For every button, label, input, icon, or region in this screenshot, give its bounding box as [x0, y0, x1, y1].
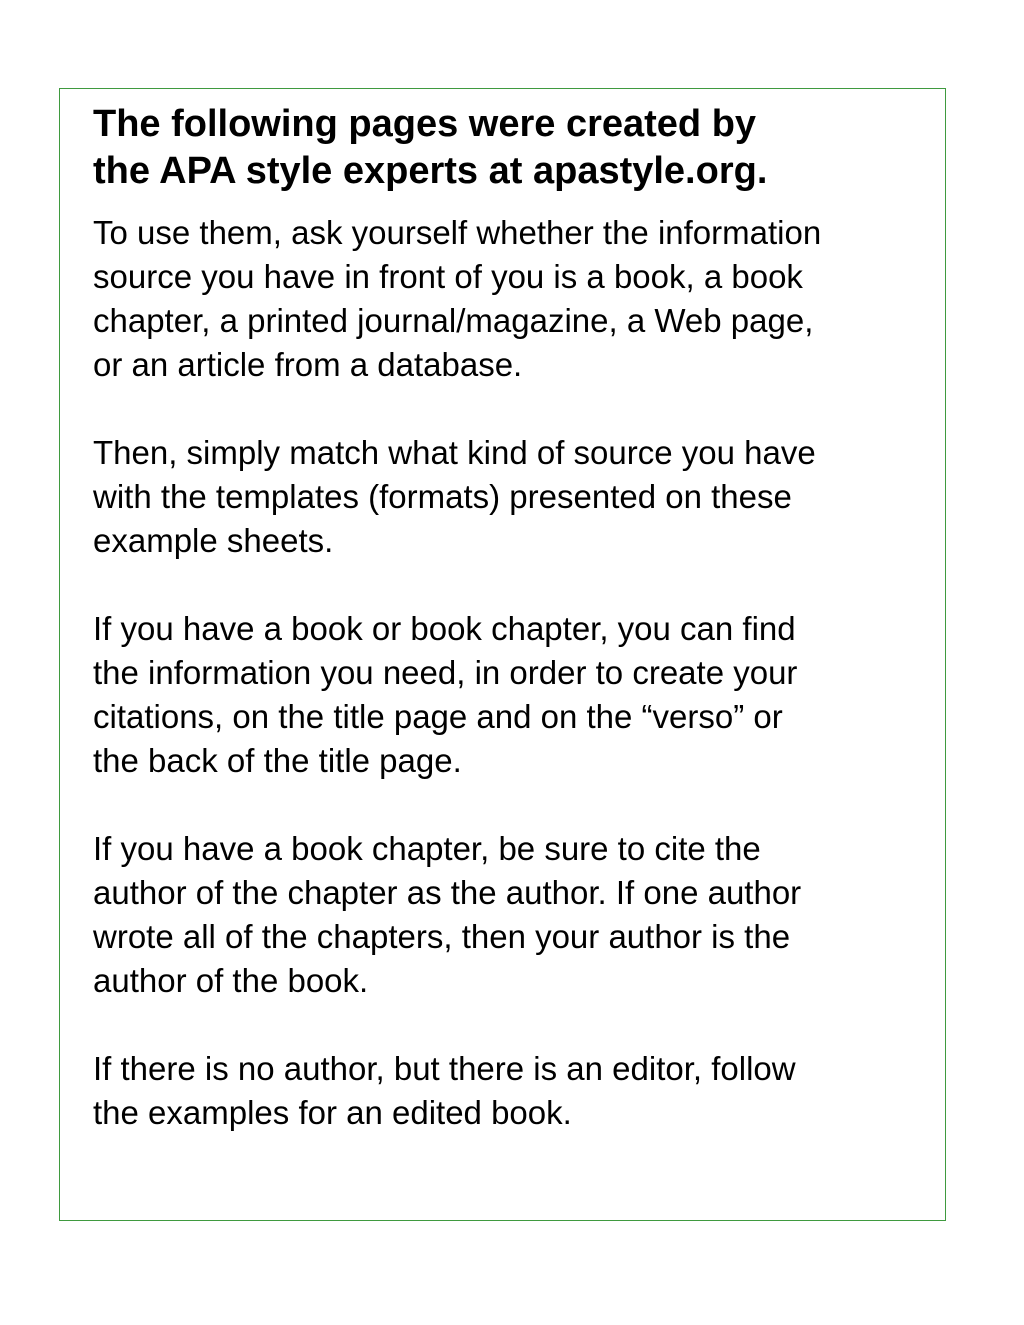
paragraph-book-chapter: If you have a book chapter, be sure to cite the author of the chapter as the author. If one author wrote all of the chapters, then your author is the author of the book. — [93, 830, 802, 999]
document-body — [93, 101, 933, 1179]
paragraph-editor: If there is no author, but there is an editor, follow the examples for an edited book. — [93, 1050, 796, 1131]
page-heading: The following pages were created by the APA style experts at apastyle.org. — [93, 103, 768, 192]
paragraph-book-info: If you have a book or book chapter, you can find the information you need, in order to create your citations, on the title page and on the “verso” or the back of the title page. — [93, 610, 798, 779]
paragraph-match-templates: Then, simply match what kind of source you have with the templates (formats) presented on these example sheets. — [93, 434, 816, 559]
paragraph-how-to-use: To use them, ask yourself whether the information source you have in front of you is a book, a book chapter, a printed journal/magazine, a Web page, or an article from a database. — [93, 214, 822, 383]
